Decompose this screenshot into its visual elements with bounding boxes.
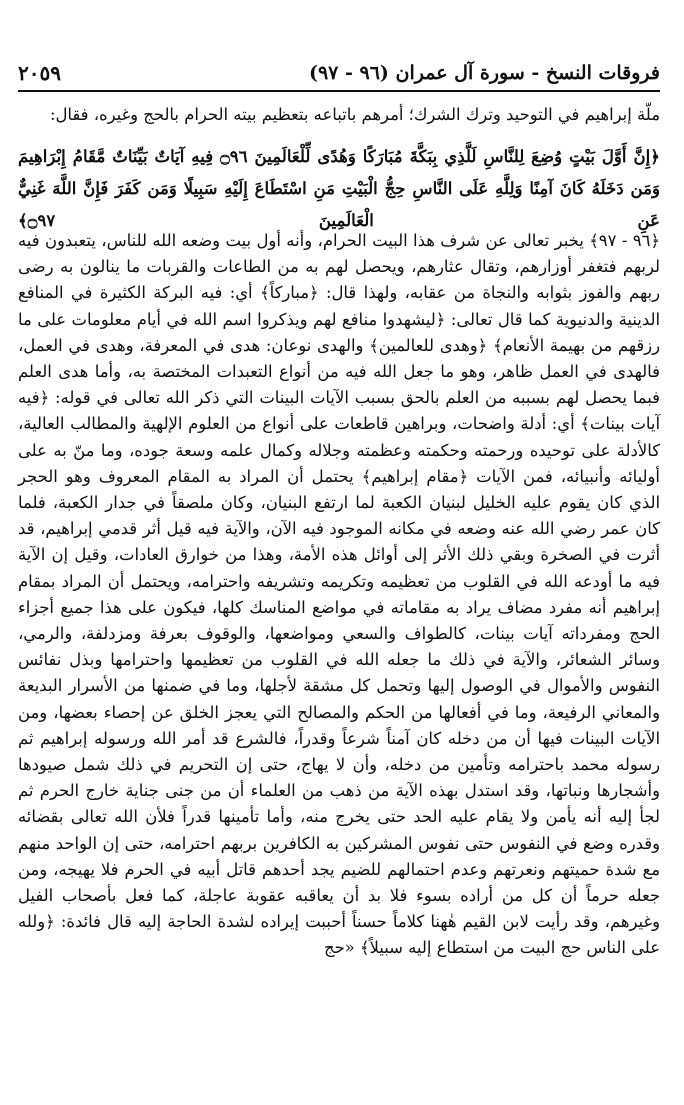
- header-divider: [18, 90, 660, 92]
- commentary-paragraph: ﴿٩٦ - ٩٧﴾ يخبر تعالى عن شرف هذا البيت الحرام، وأنه أول بيت وضعه الله للناس، يتعبدون فيه لربهم فتغفر أوزارهم، وتقال عثارهم، ويحصل لهم به من الطاعات والقربات ما ينالون به رضى ربهم والفوز بثوابه والنجاة من عقابه، ولهذا قال: ﴿مباركاً﴾ أي: فيه البركة الكثيرة في المنافع الدينية والدنيوية كما قال تعالى: ﴿ليشهدوا منافع لهم ويذكروا اسم الله في أيام معلومات على ما رزقهم من بهيمة الأنعام﴾ ﴿وهدى للعالمين﴾ والهدى نوعان: هدى في المعرفة، وهدى في العمل، فالهدى في العمل ظاهر، وهو ما جعل الله فيه من أنواع التعبدات المختصة به، وأما هدى العلم فبما يحصل لهم بسببه من العلم بالحق بسبب الآيات البينات التي ذكر الله تعالى في قوله: ﴿فيه آيات بينات﴾ أي: أدلة واضحات، وبراهين قاطعات على أنواع من العلوم الإلهية والمطالب العالية، كالأدلة على توحيده ورحمته وحكمته وعظمته وجلاله وكمال علمه وسعة جوده، وما منّ به على أوليائه وأنبيائه، فمن الآيات ﴿مقام إبراهيم﴾ يحتمل أن المراد به المقام المعروف وهو الحجر الذي كان يقوم عليه الخليل لبنيان الكعبة لما ارتفع البنيان، وكان ملصقاً في جدار الكعبة، فلما كان عمر رضي الله عنه وضعه في مكانه الموجود فيه الآن، والآية فيه قيل أثر قدمي إبراهيم، قد أثرت في الصخرة وبقي ذلك الأثر إلى أوائل هذه الأمة، وهذا من خوارق العادات، وقيل إن الآية فيه ما أودعه الله في القلوب من تعظيمه وتكريمه وتشريفه واحترامه، ويحتمل أن المراد بمقام إبراهيم أنه مفرد مضاف يراد به مقاماته في مواضع المناسك كلها، فيكون على هذا جميع أجزاء الحج ومفرداته آيات بينات، كالطواف والسعي ومواضعها، والوقوف بعرفة ومزدلفة، والرمي، وسائر الشعائر، والآية في ذلك ما جعله الله في القلوب من تعظيمها واحترامها وبذل نفائس النفوس والأموال في الوصول إليها وتحمل كل مشقة لأجلها، وما في ضمنها من الأسرار البديعة والمعاني الرفيعة، وما في أفعالها من الحكم والمصالح التي يعجز الخلق عن إحصاء بعضها، ومن الآيات البينات فيها أن من دخله كان آمناً شرعاً وقدراً، فالشرع قد أمر الله ورسوله إبراهيم ثم رسوله محمد باحترامه وتأمين من دخله، وأن لا يهاج، حتى إن التحريم في ذلك شمل صيودها وأشجارها ونباتها، وقد استدل بهذه الآية من ذهب من العلماء أن من جنى جناية خارج الحرم ثم لجأ إليه أنه يأمن ولا يقام عليه الحد حتى يخرج منه، وأما تأمينها قدراً فلأن الله تعالى بقضائه وقدره وضع في النفوس حتى نفوس المشركين به الكافرين بربهم احترامه، حتى إن الواحد منهم مع شدة حميتهم ونعرتهم وعدم احتمالهم للضيم يجد أحدهم قاتل أبيه في الحرم فلا يهيجه، ومن جعله حرماً أن كل من أراده بسوء فلا بد أن يعاقبه عقوبة عاجلة، كما فعل بأصحاب الفيل وغيرهم، وقد رأيت لابن القيم هٰهنا كلاماً حسناً أحببت إيراده لشدة الحاجة إليه قال فائدة: ﴿ولله على الناس حج البيت من استطاع إليه سبيلاً﴾ «حج: [18, 231, 660, 958]
- running-head: فروقات النسخ - سورة آل عمران (٩٦ - ٩٧): [308, 62, 660, 84]
- page-number: ٢٠٥٩: [18, 61, 61, 85]
- quran-verses: ﴿إِنَّ أَوَّلَ بَيْتٍ وُضِعَ لِلنَّاسِ لَلَّذِي بِبَكَّةَ مُبَارَكًا وَهُدًى لِّلْعَالَمِينَ ۝٩٦ فِيهِ آيَاتٌ بَيِّنَاتٌ مَّقَامُ إِبْرَاهِيمَ وَمَن دَخَلَهُ كَانَ آمِنًا وَلِلَّهِ عَلَى النَّاسِ حِجُّ الْبَيْتِ مَنِ اسْتَطَاعَ إِلَيْهِ سَبِيلًا وَمَن كَفَرَ فَإِنَّ اللَّهَ غَنِيٌّ عَنِ الْعَالَمِينَ ۝٩٧﴾: [18, 146, 660, 230]
- intro-paragraph: ملّة إبراهيم في التوحيد وترك الشرك؛ أمرهم باتباعه بتعظيم بيته الحرام بالحج وغيره، فقال:: [49, 105, 660, 124]
- page-header: [18, 58, 660, 86]
